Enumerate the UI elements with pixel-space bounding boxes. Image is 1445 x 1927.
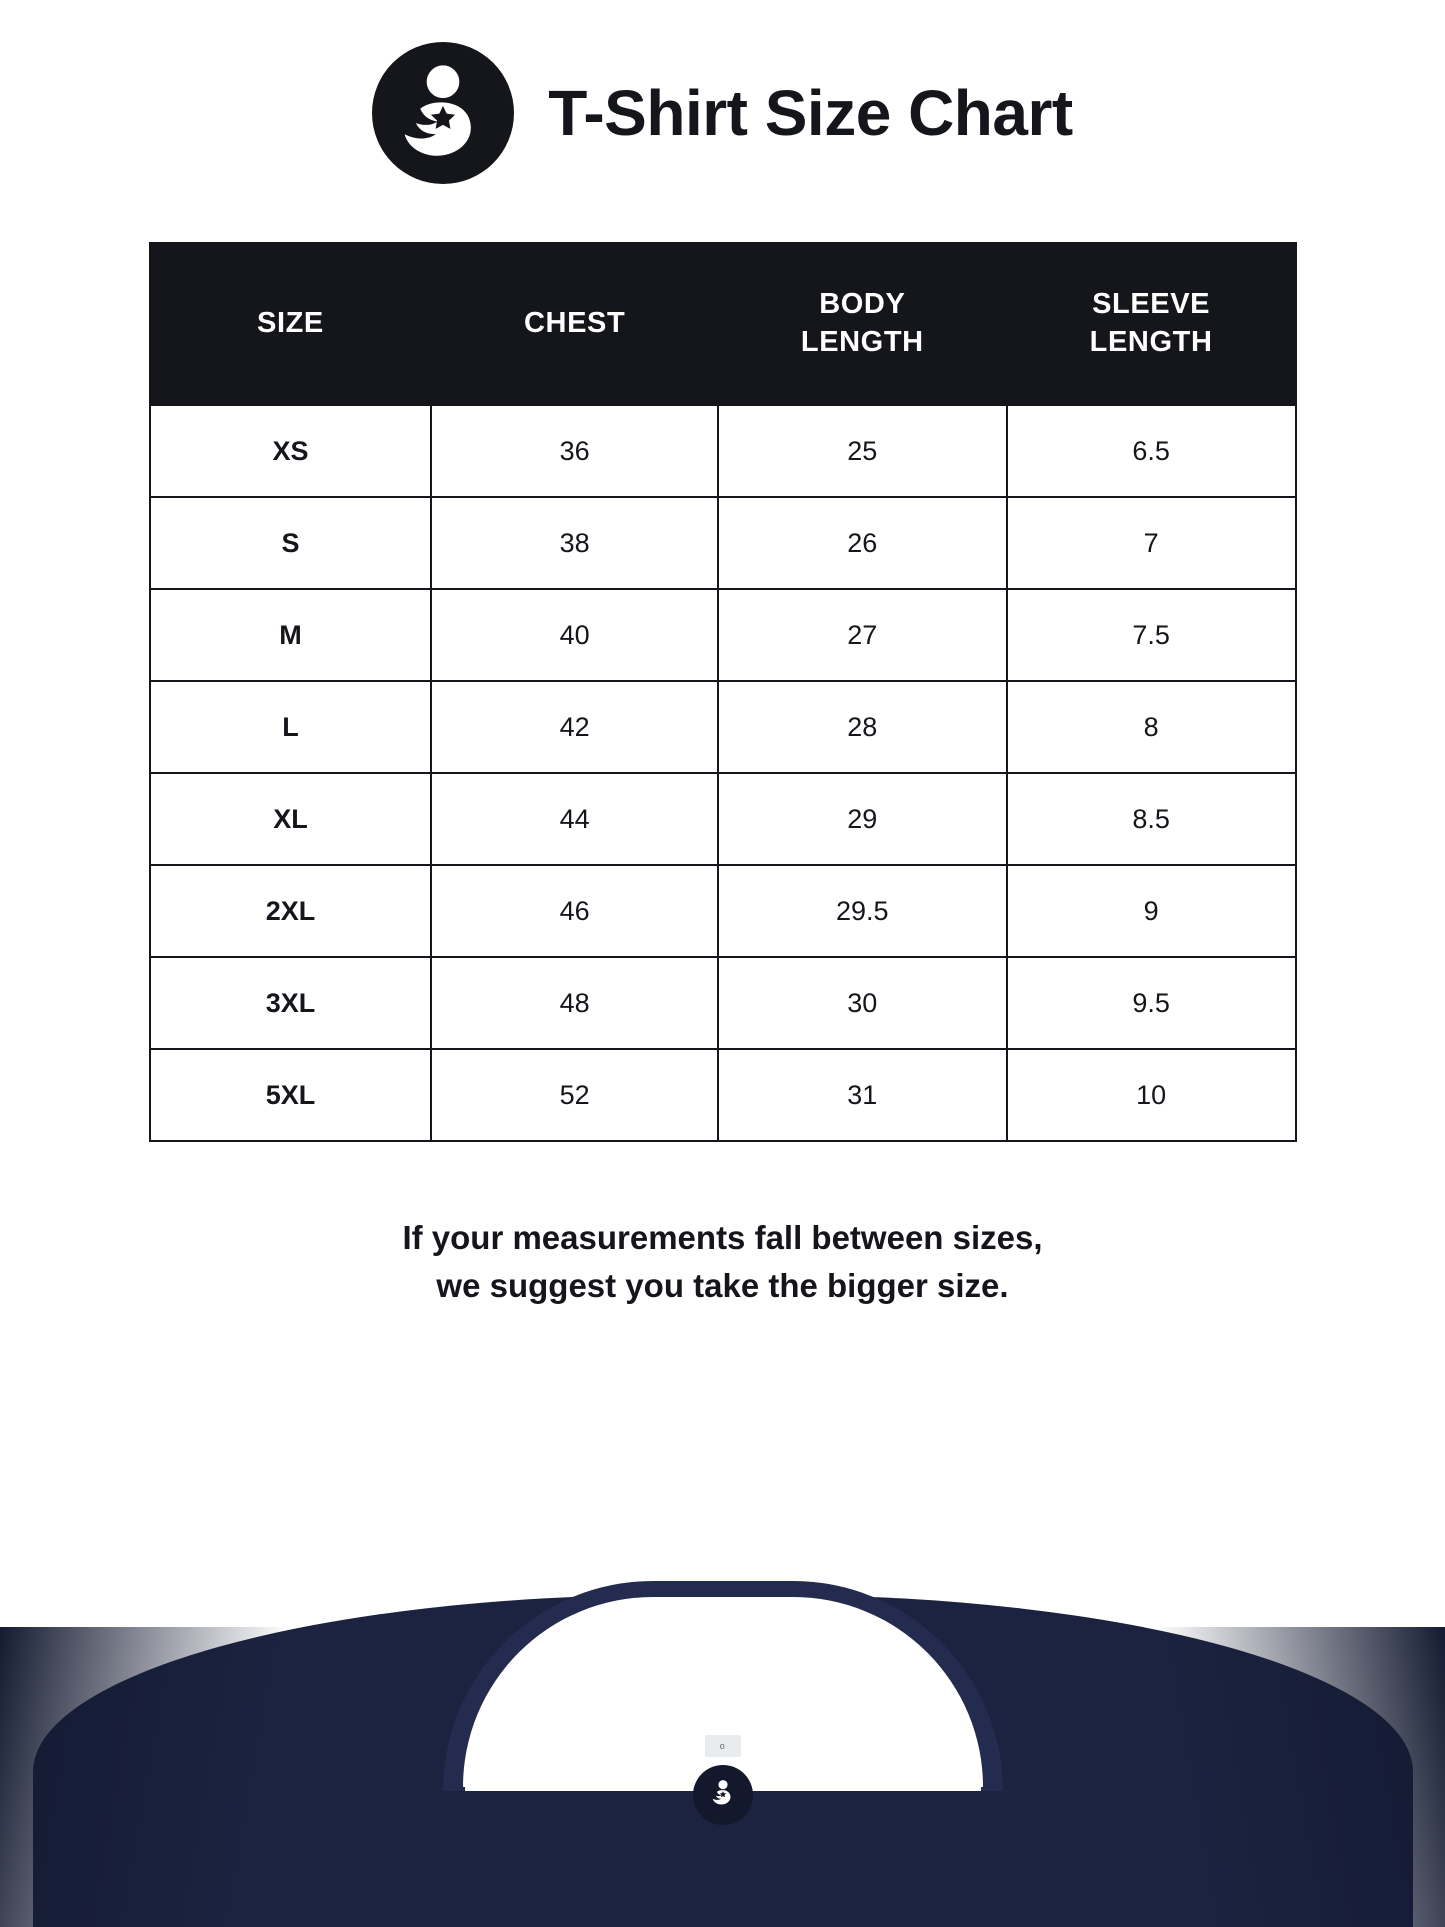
tshirt-photo	[0, 1567, 1445, 1927]
cell-size: L	[150, 681, 432, 773]
cell-sleeve-length: 9	[1007, 865, 1296, 957]
column-header-size	[150, 243, 432, 405]
cell-chest: 52	[431, 1049, 718, 1141]
table-header	[150, 243, 1296, 405]
column-header-body-length-line2: LENGTH	[800, 326, 924, 358]
cell-body-length: 25	[718, 405, 1007, 497]
cell-sleeve-length: 7.5	[1007, 589, 1296, 681]
cell-size: 3XL	[150, 957, 432, 1049]
column-header-sleeve-length-line2: LENGTH	[1089, 326, 1213, 358]
table-body	[150, 405, 1296, 1141]
neck-label	[693, 1765, 753, 1825]
column-header-size-line1: SIZE	[257, 307, 324, 340]
column-header-chest	[431, 243, 718, 405]
cell-size: XS	[150, 405, 432, 497]
cell-body-length: 29	[718, 773, 1007, 865]
cell-chest: 48	[431, 957, 718, 1049]
size-chart-table	[149, 242, 1297, 1142]
page-header	[0, 0, 1445, 184]
cell-sleeve-length: 7	[1007, 497, 1296, 589]
table-row	[150, 773, 1296, 865]
table-row	[150, 957, 1296, 1049]
cell-sleeve-length: 9.5	[1007, 957, 1296, 1049]
cell-sleeve-length: 10	[1007, 1049, 1296, 1141]
cell-size: 2XL	[150, 865, 432, 957]
cell-size: 5XL	[150, 1049, 432, 1141]
column-header-body-length	[718, 243, 1007, 405]
cell-sleeve-length: 6.5	[1007, 405, 1296, 497]
size-chart-table-container	[149, 242, 1297, 1142]
table-row	[150, 405, 1296, 497]
tshirt-shadow-right	[1115, 1627, 1445, 1927]
sizing-note-line2: we suggest you take the bigger size.	[436, 1266, 1009, 1304]
cell-chest: 38	[431, 497, 718, 589]
column-header-sleeve-length-line1: SLEEVE	[1092, 288, 1211, 321]
brand-person-logo-icon	[704, 1774, 742, 1817]
cell-body-length: 28	[718, 681, 1007, 773]
cell-body-length: 29.5	[718, 865, 1007, 957]
tshirt-shadow-left	[0, 1627, 330, 1927]
column-header-body-length-line1: BODY	[819, 288, 906, 321]
cell-chest: 46	[431, 865, 718, 957]
cell-chest: 44	[431, 773, 718, 865]
cell-size: XL	[150, 773, 432, 865]
cell-size: M	[150, 589, 432, 681]
cell-chest: 36	[431, 405, 718, 497]
care-tag: o	[705, 1735, 741, 1757]
brand-person-logo-icon	[372, 42, 514, 184]
sizing-note	[173, 1214, 1273, 1310]
table-row	[150, 681, 1296, 773]
table-row	[150, 1049, 1296, 1141]
table-row	[150, 865, 1296, 957]
cell-body-length: 30	[718, 957, 1007, 1049]
table-header-row	[150, 243, 1296, 405]
cell-size: S	[150, 497, 432, 589]
cell-chest: 42	[431, 681, 718, 773]
cell-sleeve-length: 8	[1007, 681, 1296, 773]
sizing-note-line1: If your measurements fall between sizes,	[402, 1219, 1043, 1256]
column-header-chest-line1: CHEST	[524, 307, 626, 340]
cell-body-length: 31	[718, 1049, 1007, 1141]
cell-body-length: 27	[718, 589, 1007, 681]
column-header-sleeve-length	[1007, 243, 1296, 405]
table-row	[150, 589, 1296, 681]
cell-body-length: 26	[718, 497, 1007, 589]
cell-chest: 40	[431, 589, 718, 681]
page-title: T-Shirt Size Chart	[548, 76, 1073, 149]
cell-sleeve-length: 8.5	[1007, 773, 1296, 865]
table-row	[150, 497, 1296, 589]
